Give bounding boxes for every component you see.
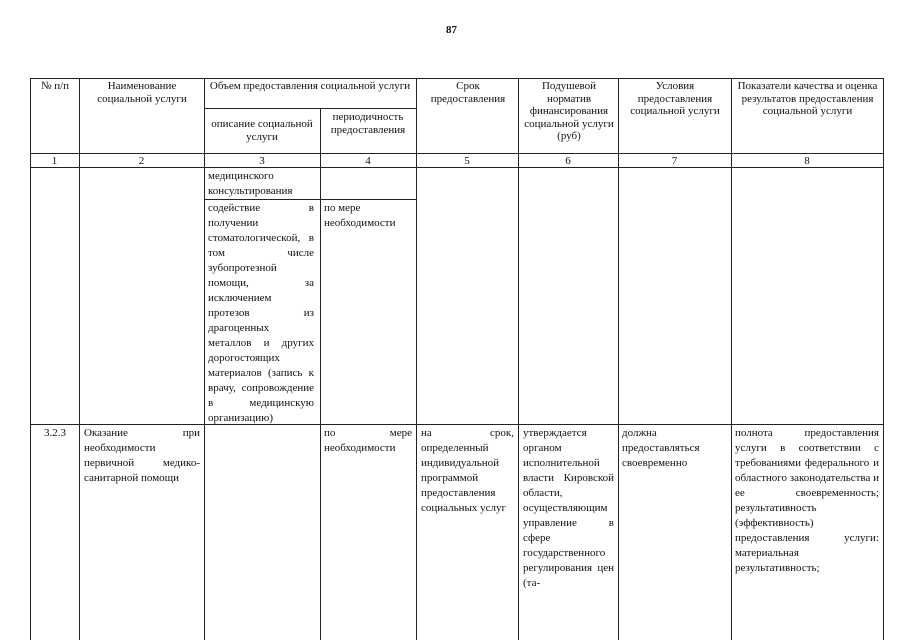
header-periodicity: периодичность предоставления — [330, 111, 406, 136]
column-number-7: 7 — [671, 155, 678, 167]
header-term: Срок предоставления — [430, 80, 506, 105]
column-number-5: 5 — [464, 155, 470, 167]
column-number-6: 6 — [565, 155, 571, 167]
row1-description: содействие в получении стоматологической, в том числе зубопротезной помощи, за исключением протезов из драгоценных металлов и других дорогостоящих материалов (запись к врачу, сопровождение в медицинскую организацию) — [208, 202, 314, 424]
column-number-1: 1 — [51, 155, 58, 167]
row2-conditions: должна предоставляться своевременно — [622, 427, 700, 469]
header-financing-norm: Подушевой норматив финансирования социальной услуги (руб) — [524, 80, 614, 142]
page-number: 87 — [446, 24, 457, 36]
row1-description-top: медицинского консультирования — [208, 170, 293, 197]
header-service-name: Наименование социальной услуги — [97, 80, 187, 105]
header-number: № п/п — [40, 80, 70, 92]
row2-number: 3.2.3 — [44, 427, 66, 439]
column-number-3: 3 — [259, 155, 265, 167]
header-quality: Показатели качества и оценка результатов предоставления социальной услуги — [737, 80, 878, 117]
row2-periodicity: по мере необходимости — [324, 427, 412, 454]
row1-periodicity: по мере необходимости — [324, 202, 396, 229]
row2-quality: полнота предоставления услуги в соответствии с требованиями федерального и областного законодательства и ее своевременность; результативность (эффективность) предоставления услуги: материальная результативность; — [735, 427, 879, 574]
header-description: описание социальной услуги — [211, 118, 313, 143]
row2-term: на срок, определенный индивидуальной программой предоставления социальных услуг — [421, 427, 514, 514]
column-number-8: 8 — [804, 155, 810, 167]
column-number-2: 2 — [138, 155, 145, 167]
header-volume-group: Объем предоставления социальной услуги — [209, 80, 411, 92]
row2-service-name: Оказание при необходимости первичной медико-санитарной помощи — [84, 427, 200, 484]
row2-financing-norm: утверждается органом исполнительной власти Кировской области, осуществляющим управление в сфере государственного регулирования цен (та- — [523, 427, 614, 589]
header-conditions: Условия предоставления социальной услуги — [630, 80, 720, 117]
column-number-4: 4 — [365, 155, 371, 167]
